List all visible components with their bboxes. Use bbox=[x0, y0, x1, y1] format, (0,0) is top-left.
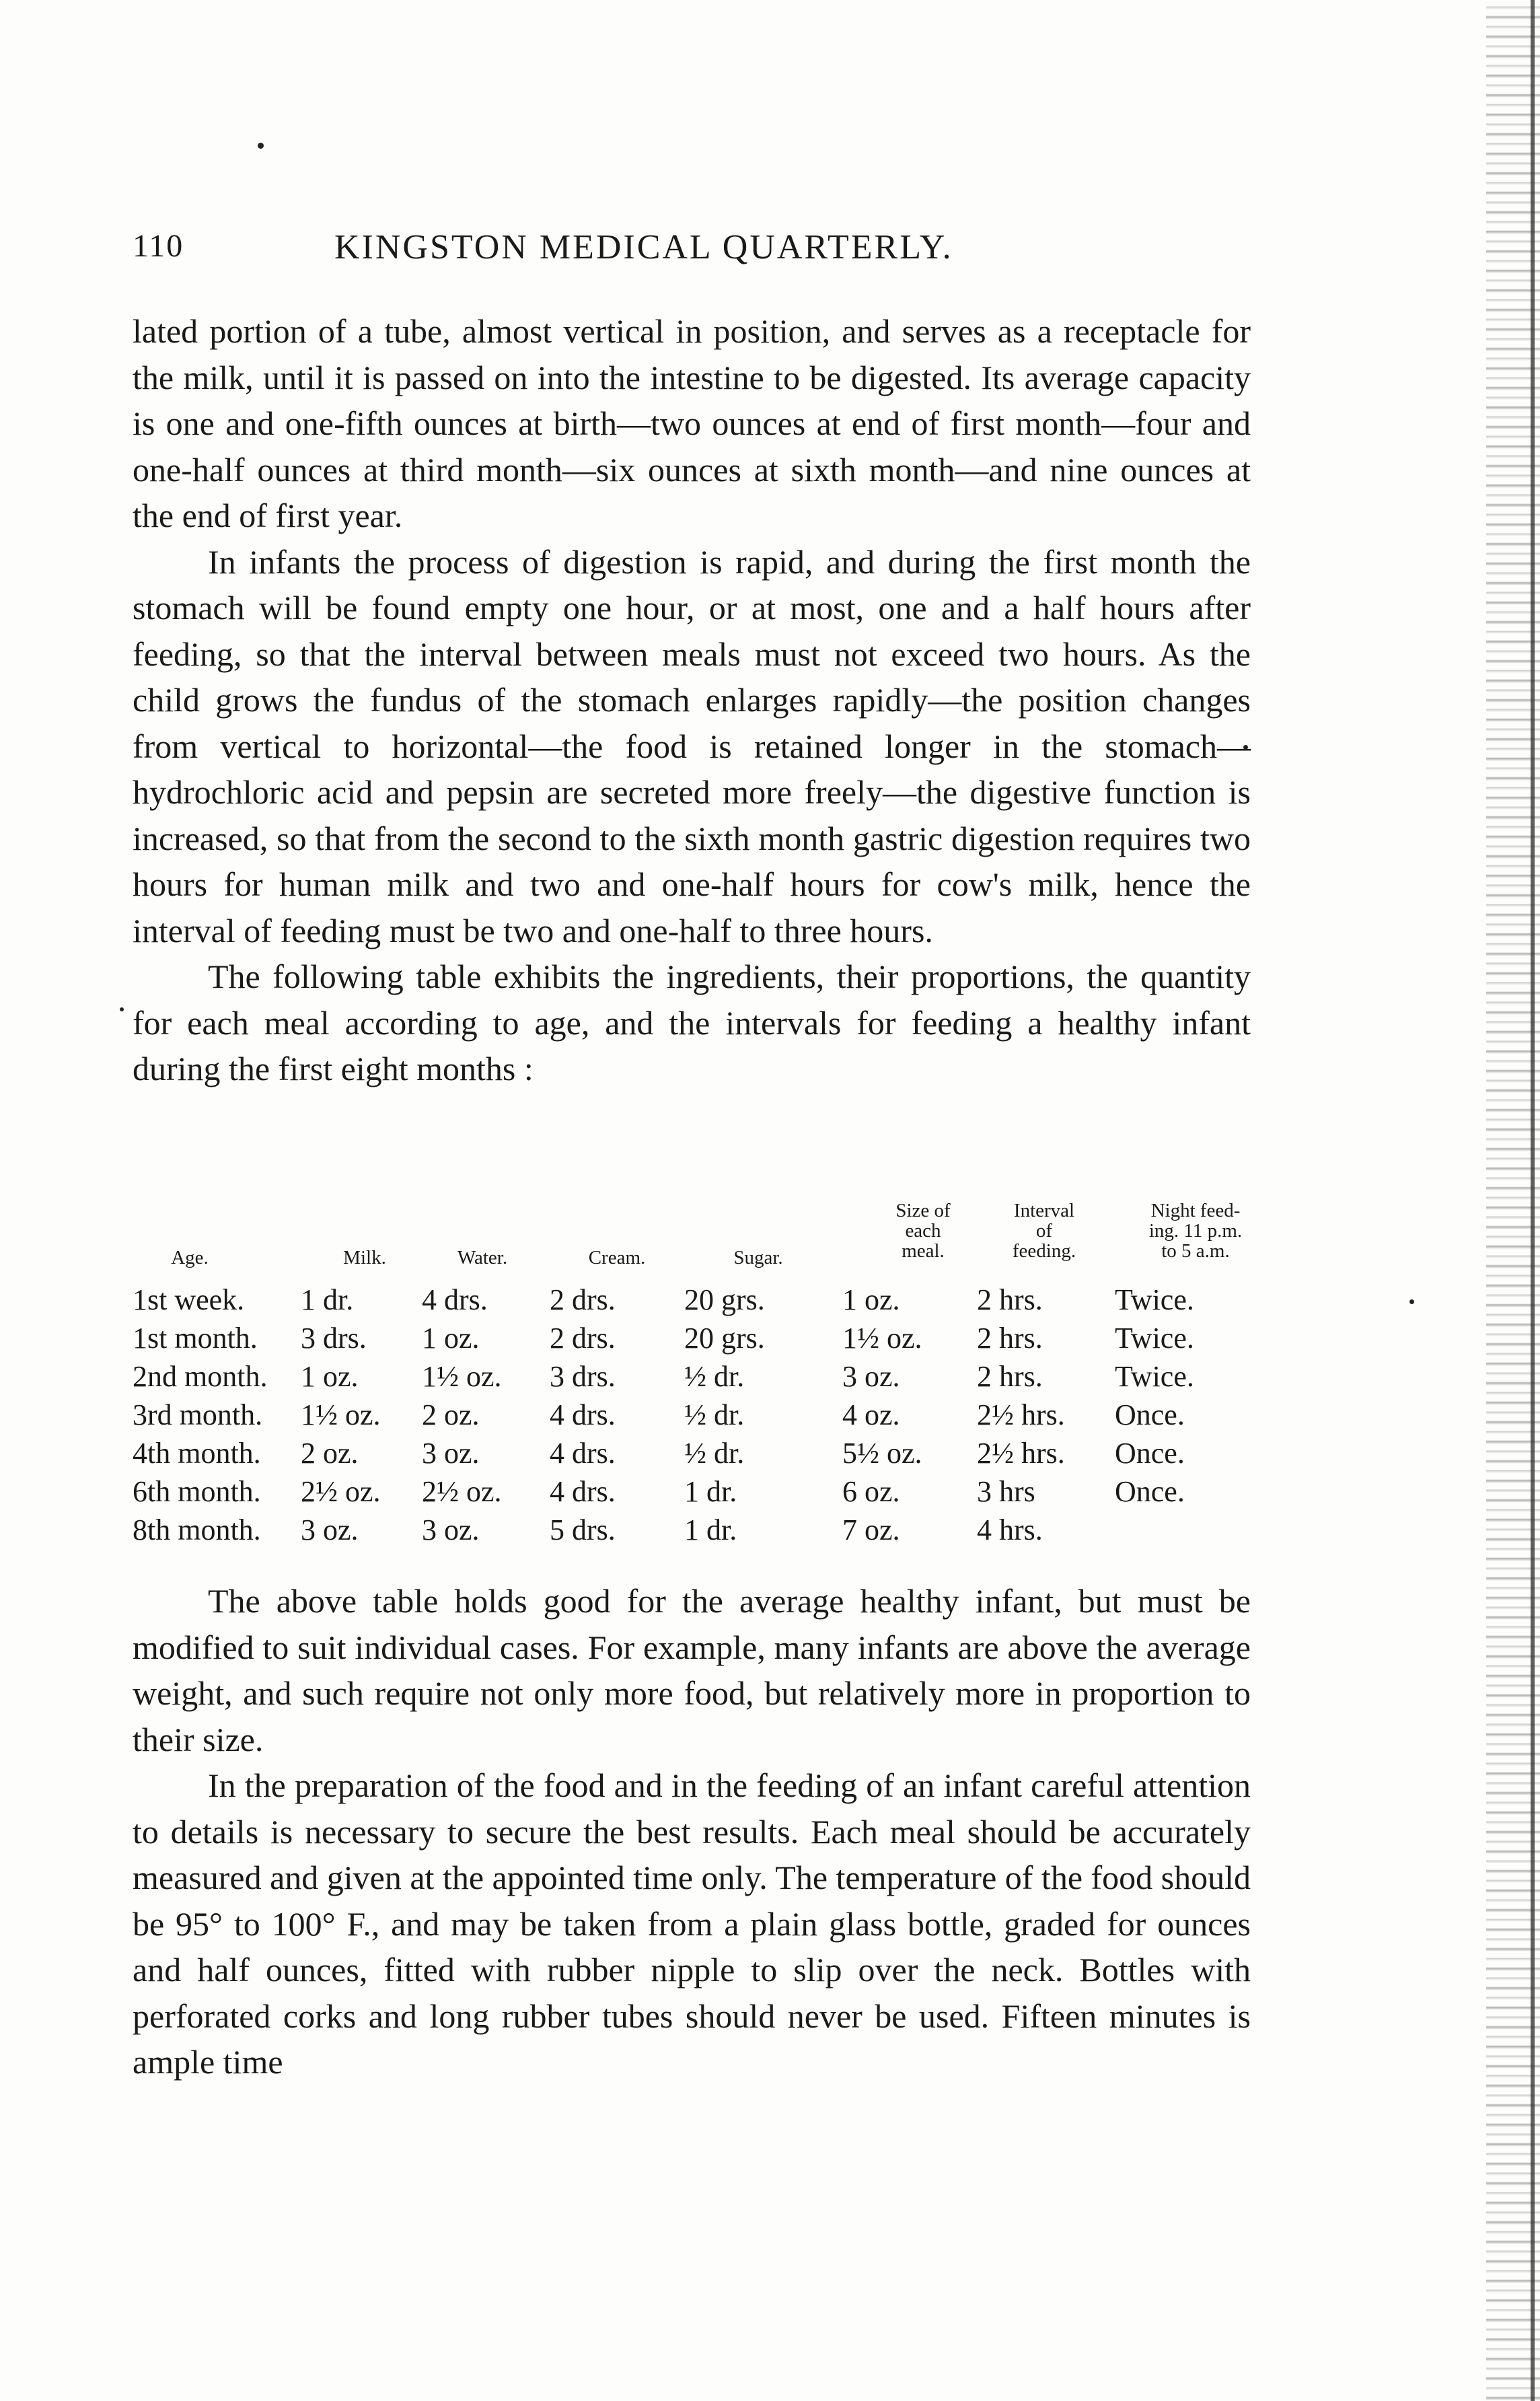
cell-interval: 2 hrs. bbox=[977, 1360, 1043, 1393]
header-interval-line: Interval bbox=[1013, 1200, 1075, 1221]
cell-cream: 4 drs. bbox=[550, 1437, 616, 1470]
paragraph: In infants the process of digestion is rapid, and during the first month the stomach will be found empty one hour, or at most, one and a half hours after feeding, so that the interval between meals must not exceed two hours. As the child grows the fundus of the stomach enlarges rapidly—the position changes from vertical to horizontal—the food is retained longer in the stomach—hydrochloric acid and pepsin are secreted more freely—the digestive function is increased, so that from the second to the sixth month gastric digestion requires two hours for human milk and two and one-half hours for cow's milk, hence the interval of feeding must be two and one-half to three hours. bbox=[133, 542, 1251, 949]
cell-night: Once. bbox=[1115, 1398, 1185, 1431]
binding-edge-line bbox=[1531, 0, 1535, 2401]
table-row bbox=[133, 1281, 1276, 1319]
scan-speck bbox=[120, 1007, 124, 1011]
cell-water: 1 oz. bbox=[422, 1322, 480, 1355]
cell-size: 5½ oz. bbox=[842, 1437, 922, 1470]
header-size-line: Size of bbox=[895, 1200, 951, 1221]
cell-milk: 3 drs. bbox=[301, 1322, 367, 1355]
cell-interval: 3 hrs bbox=[977, 1475, 1035, 1508]
cell-night: Once. bbox=[1115, 1437, 1185, 1470]
cell-sugar: 20 grs. bbox=[684, 1322, 765, 1355]
header-night-line: to 5 a.m. bbox=[1161, 1240, 1230, 1262]
cell-interval: 2½ hrs. bbox=[977, 1398, 1065, 1431]
header-night-line: Night feed- bbox=[1150, 1200, 1241, 1221]
table-header bbox=[133, 1200, 1276, 1280]
cell-sugar: ½ dr. bbox=[684, 1398, 745, 1431]
body-text-bottom bbox=[133, 1578, 1251, 2085]
cell-night: Twice. bbox=[1115, 1322, 1194, 1355]
cell-size: 1 oz. bbox=[842, 1283, 900, 1316]
cell-size: 1½ oz. bbox=[842, 1322, 922, 1355]
cell-milk: 3 oz. bbox=[301, 1513, 359, 1546]
cell-milk: 2½ oz. bbox=[301, 1475, 381, 1508]
paragraph: The above table holds good for the average healthy infant, but must be modified to suit individual cases. For example, many infants are above the average weight, and such require not only more food, but relatively more in proportion to their size. bbox=[133, 1582, 1251, 1758]
cell-sugar: ½ dr. bbox=[684, 1360, 745, 1393]
cell-interval: 2 hrs. bbox=[977, 1283, 1043, 1316]
cell-milk: 1 dr. bbox=[301, 1283, 354, 1316]
table-row bbox=[133, 1435, 1276, 1472]
cell-age: 1st week. bbox=[133, 1283, 245, 1316]
header-size-line: each bbox=[905, 1220, 941, 1242]
running-header bbox=[133, 227, 1249, 275]
cell-interval: 4 hrs. bbox=[977, 1513, 1043, 1546]
cell-age: 8th month. bbox=[133, 1513, 261, 1546]
scan-speck bbox=[258, 143, 264, 149]
body-text-top bbox=[133, 308, 1251, 1092]
table-row bbox=[133, 1396, 1276, 1434]
cell-size: 4 oz. bbox=[842, 1398, 900, 1431]
cell-cream: 3 drs. bbox=[550, 1360, 616, 1393]
page-number: 110 bbox=[133, 228, 184, 264]
cell-cream: 2 drs. bbox=[550, 1283, 616, 1316]
header-cream: Cream. bbox=[588, 1247, 646, 1268]
cell-age: 4th month. bbox=[133, 1437, 261, 1470]
cell-size: 3 oz. bbox=[842, 1360, 900, 1393]
cell-interval: 2½ hrs. bbox=[977, 1437, 1065, 1470]
header-night-line: ing. 11 p.m. bbox=[1148, 1220, 1243, 1242]
cell-age: 3rd month. bbox=[133, 1398, 263, 1431]
cell-water: 2 oz. bbox=[422, 1398, 480, 1431]
cell-age: 6th month. bbox=[133, 1475, 261, 1508]
header-size-line: meal. bbox=[902, 1240, 945, 1262]
cell-age: 2nd month. bbox=[133, 1360, 268, 1393]
cell-water: 1½ oz. bbox=[422, 1360, 502, 1393]
paragraph: The following table exhibits the ingredients, their proportions, the quantity for each meal according to age, and the intervals for feeding a healthy infant during the first eight months : bbox=[133, 958, 1251, 1087]
cell-night: Twice. bbox=[1115, 1283, 1194, 1316]
cell-milk: 1½ oz. bbox=[301, 1398, 381, 1431]
cell-milk: 1 oz. bbox=[301, 1360, 359, 1393]
scan-speck bbox=[1409, 1299, 1414, 1304]
cell-water: 2½ oz. bbox=[422, 1475, 502, 1508]
header-age: Age. bbox=[171, 1247, 209, 1268]
table-row bbox=[133, 1358, 1276, 1396]
header-interval-line: of bbox=[1035, 1220, 1053, 1242]
cell-sugar: 1 dr. bbox=[684, 1475, 737, 1508]
cell-cream: 4 drs. bbox=[550, 1475, 616, 1508]
cell-water: 3 oz. bbox=[422, 1437, 480, 1470]
cell-water: 3 oz. bbox=[422, 1513, 480, 1546]
table-row bbox=[133, 1320, 1276, 1357]
cell-night: Once. bbox=[1115, 1475, 1185, 1508]
header-size-of-meal bbox=[873, 1200, 974, 1261]
cell-sugar: 20 grs. bbox=[684, 1283, 765, 1316]
cell-age: 1st month. bbox=[133, 1322, 258, 1355]
cell-interval: 2 hrs. bbox=[977, 1322, 1043, 1355]
cell-cream: 5 drs. bbox=[550, 1513, 616, 1546]
header-milk: Milk. bbox=[343, 1247, 386, 1268]
table-row bbox=[133, 1511, 1276, 1549]
cell-water: 4 drs. bbox=[422, 1283, 488, 1316]
paragraph: lated portion of a tube, almost vertical in position, and serves as a receptacle for the milk, until it is passed on into the intestine to be digested. Its average capacity is one and one-fifth ounces at birth—two ounces at end of first month—four and one-half ounces at third month—six ounces at sixth month—and nine ounces at the end of first year. bbox=[133, 312, 1251, 534]
cell-night: Twice. bbox=[1115, 1360, 1194, 1393]
header-interval-of-feeding bbox=[994, 1200, 1095, 1261]
cell-size: 6 oz. bbox=[842, 1475, 900, 1508]
cell-size: 7 oz. bbox=[842, 1513, 900, 1546]
paragraph: In the preparation of the food and in the feeding of an infant careful attention to details is necessary to secure the best results. Each meal should be accurately measured and given at the appointed time only. The temperature of the food should be 95° to 100° F., and may be taken from a plain glass bottle, graded for ounces and half ounces, fitted with rubber nipple to slip over the neck. Bottles with perforated corks and long rubber tubes should never be used. Fifteen minutes is ample time bbox=[133, 1766, 1251, 2081]
cell-milk: 2 oz. bbox=[301, 1437, 359, 1470]
table-row bbox=[133, 1473, 1276, 1511]
header-sugar: Sugar. bbox=[733, 1247, 783, 1268]
journal-title: KINGSTON MEDICAL QUARTERLY. bbox=[334, 228, 953, 266]
header-night-feeding bbox=[1128, 1200, 1263, 1261]
cell-sugar: ½ dr. bbox=[684, 1437, 745, 1470]
cell-cream: 2 drs. bbox=[550, 1322, 616, 1355]
cell-sugar: 1 dr. bbox=[684, 1513, 737, 1546]
header-interval-line: feeding. bbox=[1012, 1240, 1076, 1262]
cell-cream: 4 drs. bbox=[550, 1398, 616, 1431]
header-water: Water. bbox=[457, 1247, 508, 1268]
